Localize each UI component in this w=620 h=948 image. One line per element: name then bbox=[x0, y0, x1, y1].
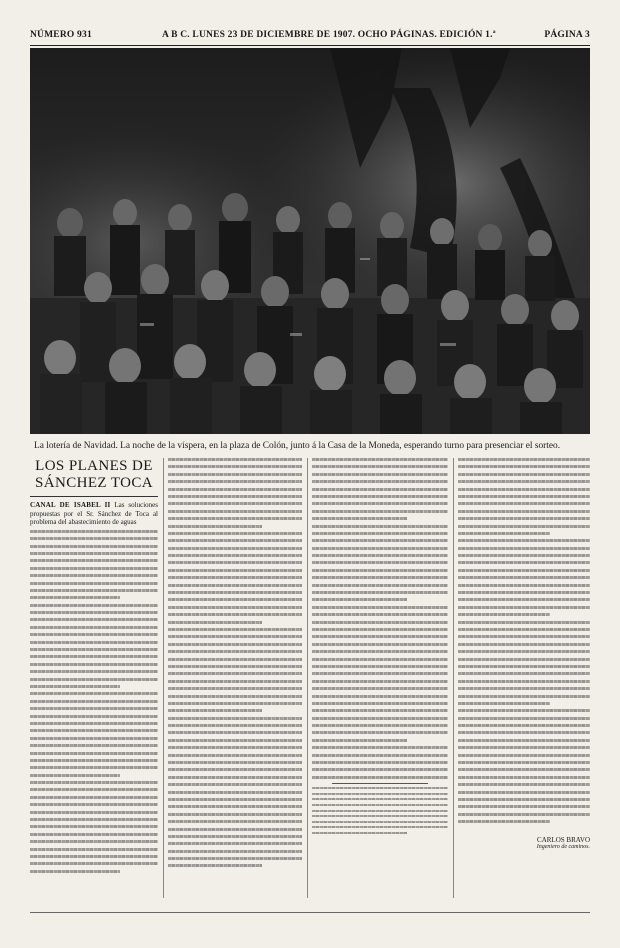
lead-text: Las soluciones propuestas por el Sr. Sánchez de Toca al problema del abastecimiento de aguas bbox=[30, 501, 158, 527]
issue-number: NÚMERO 931 bbox=[30, 30, 92, 40]
article-column-3 bbox=[312, 458, 448, 896]
signature-title: Ingeniero de caminos. bbox=[536, 843, 590, 850]
column-separator bbox=[163, 458, 164, 898]
article-headline bbox=[30, 458, 158, 492]
headline-line-2: SÁNCHEZ TOCA bbox=[34, 475, 153, 491]
headline-rule bbox=[30, 496, 158, 497]
body-text-block bbox=[30, 530, 158, 873]
body-text-block bbox=[168, 458, 302, 867]
masthead-date-line: A B C. LUNES 23 DE DICIEMBRE DE 1907. OCHO PÁGINAS. EDICIÓN 1.ª bbox=[162, 30, 496, 40]
signature-name: CARLOS BRAVO bbox=[537, 835, 590, 844]
article-column-2 bbox=[168, 458, 302, 896]
headline-line-1: LOS PLANES DE bbox=[35, 458, 153, 474]
lead-section-title: CANAL DE ISABEL II bbox=[30, 501, 111, 509]
masthead bbox=[30, 30, 590, 44]
article-column-1 bbox=[30, 458, 158, 896]
column-separator bbox=[307, 458, 308, 898]
page-bottom-rule bbox=[30, 912, 590, 913]
body-text-block bbox=[458, 458, 590, 832]
article-lead bbox=[30, 501, 158, 527]
body-text-block bbox=[312, 458, 448, 779]
footnote-text-block bbox=[312, 787, 448, 834]
footnote-rule bbox=[332, 783, 428, 784]
article-column-4 bbox=[458, 458, 590, 896]
page-number: PÁGINA 3 bbox=[544, 30, 590, 40]
masthead-rule bbox=[30, 45, 590, 46]
crowd-photograph bbox=[30, 48, 590, 434]
article-signature bbox=[458, 836, 590, 850]
photo-caption: La lotería de Navidad. La noche de la víspera, en la plaza de Colón, junto á la Casa de la Moneda, esperando turno para presenciar el sorteo. bbox=[34, 441, 561, 451]
column-separator bbox=[453, 458, 454, 898]
